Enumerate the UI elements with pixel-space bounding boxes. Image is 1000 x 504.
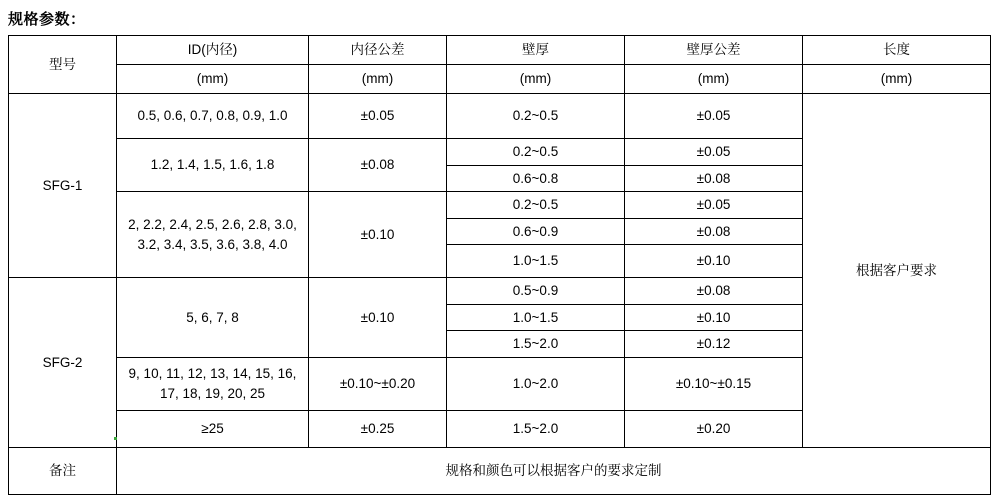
cell-id: 9, 10, 11, 12, 13, 14, 15, 16, 17, 18, 19, 20, 25: [117, 357, 309, 410]
cell-wall-tolerance: ±0.10~±0.15: [625, 357, 803, 410]
unit-id-tolerance: (mm): [309, 65, 447, 94]
unit-length: (mm): [803, 65, 991, 94]
header-id-tolerance: 内径公差: [309, 36, 447, 65]
specification-table: [8, 35, 991, 495]
cell-wall-tolerance: ±0.05: [625, 192, 803, 219]
cell-id: 2, 2.2, 2.4, 2.5, 2.6, 2.8, 3.0, 3.2, 3.4, 3.5, 3.6, 3.8, 4.0: [117, 192, 309, 278]
cell-wall-tolerance: ±0.10: [625, 304, 803, 331]
cell-id-tolerance: ±0.08: [309, 139, 447, 192]
green-marker-dot: [114, 437, 117, 440]
cell-model-sfg2: SFG-2: [9, 278, 117, 448]
cell-length: 根据客户要求: [803, 94, 991, 448]
cell-wall: 0.2~0.5: [447, 192, 625, 219]
table-row: [9, 94, 991, 139]
header-length: 长度: [803, 36, 991, 65]
cell-wall-tolerance: ±0.08: [625, 278, 803, 305]
table-unit-row: [9, 65, 991, 94]
cell-wall-tolerance: ±0.05: [625, 94, 803, 139]
cell-wall: 0.6~0.9: [447, 218, 625, 245]
cell-id: 0.5, 0.6, 0.7, 0.8, 0.9, 1.0: [117, 94, 309, 139]
cell-wall-tolerance: ±0.20: [625, 410, 803, 447]
cell-id-tolerance: ±0.25: [309, 410, 447, 447]
cell-wall: 0.5~0.9: [447, 278, 625, 305]
cell-wall-tolerance: ±0.10: [625, 245, 803, 278]
cell-wall: 0.2~0.5: [447, 139, 625, 166]
unit-id: (mm): [117, 65, 309, 94]
cell-id: ≥25: [117, 410, 309, 447]
header-model: 型号: [9, 36, 117, 94]
cell-wall-tolerance: ±0.05: [625, 139, 803, 166]
cell-id-tolerance: ±0.05: [309, 94, 447, 139]
cell-wall-tolerance: ±0.08: [625, 165, 803, 192]
cell-id-tolerance: ±0.10: [309, 278, 447, 358]
remark-text: 规格和颜色可以根据客户的要求定制: [117, 447, 991, 494]
header-id: ID(内径): [117, 36, 309, 65]
cell-wall-tolerance: ±0.12: [625, 331, 803, 358]
cell-id-tolerance: ±0.10~±0.20: [309, 357, 447, 410]
table-header-row: [9, 36, 991, 65]
cell-wall: 1.5~2.0: [447, 410, 625, 447]
cell-wall: 0.6~0.8: [447, 165, 625, 192]
cell-id-tolerance: ±0.10: [309, 192, 447, 278]
cell-id: 5, 6, 7, 8: [117, 278, 309, 358]
unit-wall: (mm): [447, 65, 625, 94]
remark-row: [9, 447, 991, 494]
header-wall-tolerance: 壁厚公差: [625, 36, 803, 65]
cell-wall: 1.0~1.5: [447, 245, 625, 278]
cell-model-sfg1: SFG-1: [9, 94, 117, 278]
cell-wall: 0.2~0.5: [447, 94, 625, 139]
cell-wall: 1.0~1.5: [447, 304, 625, 331]
cell-id: 1.2, 1.4, 1.5, 1.6, 1.8: [117, 139, 309, 192]
cell-wall: 1.0~2.0: [447, 357, 625, 410]
cell-wall-tolerance: ±0.08: [625, 218, 803, 245]
unit-wall-tolerance: (mm): [625, 65, 803, 94]
header-wall: 壁厚: [447, 36, 625, 65]
cell-wall: 1.5~2.0: [447, 331, 625, 358]
remark-label: 备注: [9, 447, 117, 494]
page-title: 规格参数：: [8, 11, 86, 28]
